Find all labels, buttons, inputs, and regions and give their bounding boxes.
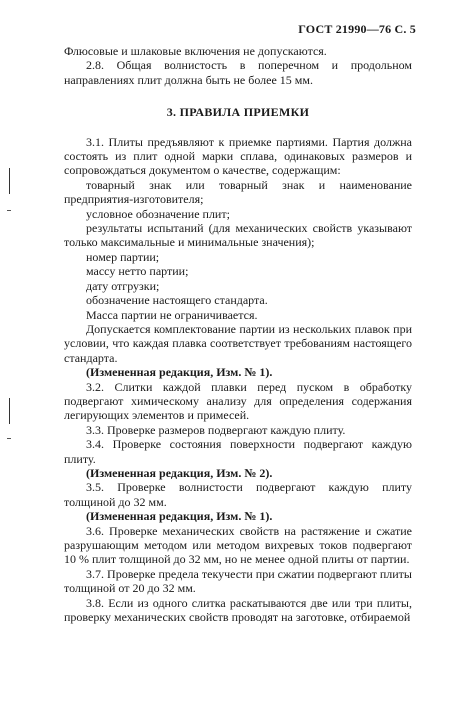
paragraph: результаты испытаний (для механических свойств указывают только максимальные и минимальные значения); <box>64 221 412 250</box>
paragraph: 3.2. Слитки каждой плавки перед пуском в обработку подвергают химическому анализу для определения содержания легирующих элементов и примесей. <box>64 379 412 423</box>
paragraph: дату отгрузки; <box>86 278 160 293</box>
paragraph: Масса партии не ограничивается. <box>86 307 258 322</box>
paragraph: 3.6. Проверке механических свойств на растяжение и сжатие разрушающим методом или методом вихревых токов подвергают 10 % плит толщиной до 32 мм, но не менее одной плиты от партии. <box>64 523 412 567</box>
margin-tick <box>7 438 11 439</box>
document-body <box>64 44 412 624</box>
paragraph: 3.7. Проверке предела текучести при сжатии подвергают плиты толщиной от 20 до 32 мм. <box>64 566 412 596</box>
section-heading: 3. ПРАВИЛА ПРИЕМКИ <box>166 105 310 120</box>
paragraph: массу нетто партии; <box>86 264 189 279</box>
paragraph: 2.8. Общая волнистость в поперечном и продольном направлениях плит должна быть не более 15 мм. <box>64 58 412 87</box>
page-header: ГОСТ 21990—76 С. 5 <box>298 22 416 36</box>
amendment-note: (Измененная редакция, Изм. № 1). <box>86 509 273 524</box>
margin-tick <box>7 210 11 211</box>
paragraph: Допускается комплектование партии из нескольких плавок при условии, что каждая плавка соответствует требованиям настоящего стандарта. <box>64 321 412 365</box>
paragraph: товарный знак или товарный знак и наименование предприятия-изготовителя; <box>64 177 412 207</box>
margin-change-mark <box>9 398 10 424</box>
paragraph: 3.8. Если из одного слитка раскатываются две или три плиты, проверку механических свойств проводят на заготовке, отбираемой <box>64 595 412 625</box>
paragraph: 3.1. Плиты предъявляют к приемке партиями. Партия должна состоять из плит одной марки сплава, одинаковых размеров и сопровождаться документом о качестве, содержащим: <box>64 134 412 178</box>
amendment-note: (Измененная редакция, Изм. № 2). <box>86 465 273 480</box>
paragraph: 3.3. Проверке размеров подвергают каждую плиту. <box>86 422 346 437</box>
paragraph: 3.4. Проверке состояния поверхности подвергают каждую плиту. <box>64 437 412 466</box>
paragraph: обозначение настоящего стандарта. <box>86 293 268 308</box>
paragraph: условное обозначение плит; <box>86 206 230 221</box>
paragraph: 3.5. Проверке волнистости подвергают каждую плиту толщиной до 32 мм. <box>64 480 412 509</box>
paragraph: номер партии; <box>86 249 160 264</box>
margin-change-mark <box>9 168 10 194</box>
paragraph: Флюсовые и шлаковые включения не допускаются. <box>64 44 327 58</box>
amendment-note: (Измененная редакция, Изм. № 1). <box>86 365 273 380</box>
